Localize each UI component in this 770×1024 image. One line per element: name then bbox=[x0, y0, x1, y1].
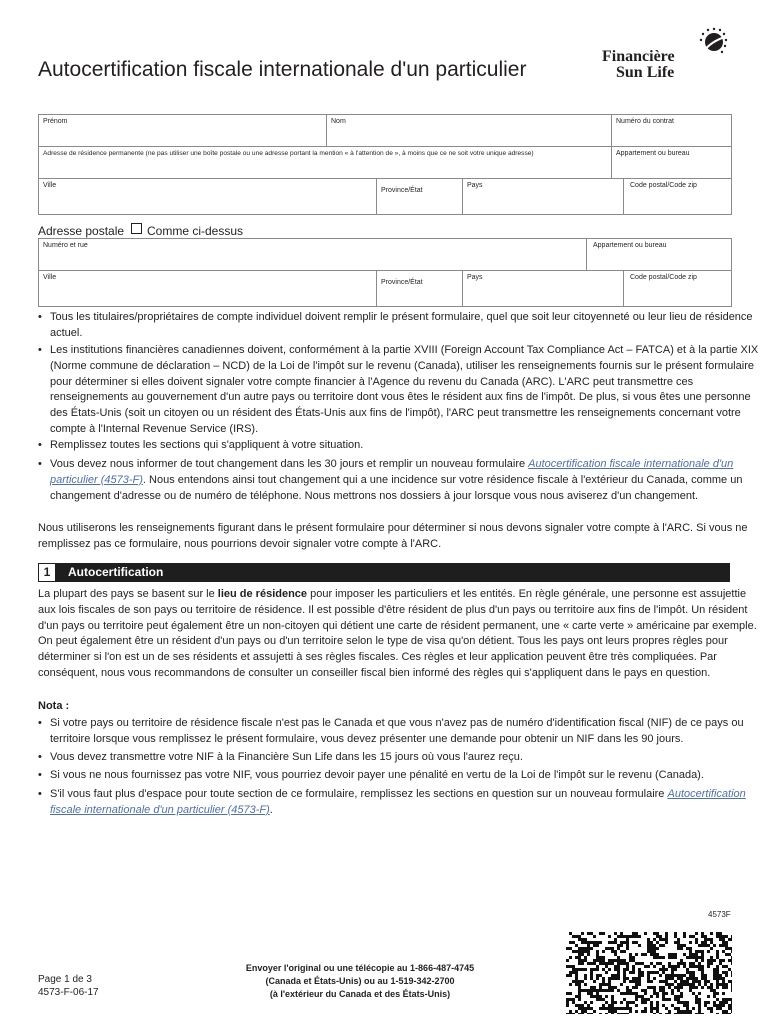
adresse-residence-field[interactable] bbox=[38, 146, 612, 179]
prenom-field[interactable] bbox=[38, 114, 327, 147]
page-info bbox=[38, 973, 99, 999]
section-1-header bbox=[38, 563, 730, 582]
numero-rue-label: Numéro et rue bbox=[43, 242, 88, 249]
ville-label: Ville bbox=[43, 182, 57, 189]
numero-rue-field[interactable] bbox=[38, 238, 587, 271]
logo-line2: Sun Life bbox=[616, 64, 675, 81]
nota-bullet-4: • S'il vous faut plus d'espace pour toute section de ce formulaire, remplissez les sections en question sur un nouveau formulaire Autocertification fiscale internationale d'un particulier (4573-F). bbox=[38, 788, 746, 816]
section-title: Autocertification bbox=[68, 565, 164, 579]
pays-label: Pays bbox=[467, 182, 483, 189]
postal-province-field[interactable] bbox=[376, 270, 463, 307]
form-number: 4573-F-06-17 bbox=[38, 987, 99, 998]
adresse-residence-label: Adresse de résidence permanente (ne pas utiliser une boîte postale ou une adresse portant la mention « à l'attention de », à moins que ce ne soit votre unique adresse) bbox=[43, 150, 534, 157]
send-instructions: Envoyer l'original ou une télécopie au 1-866-487-4745 (Canada et États-Unis) ou au 1-519-342-2700 (à l'extérieur du Canada et des États-Unis) bbox=[245, 963, 475, 999]
logo-line1: Financière bbox=[602, 48, 675, 65]
postal-appartement-label: Appartement ou bureau bbox=[593, 242, 667, 249]
pays-field[interactable] bbox=[462, 178, 624, 215]
page-title: Autocertification fiscale internationale d'un particulier bbox=[38, 58, 527, 81]
adresse-postale-title: Adresse postale bbox=[38, 224, 125, 238]
appartement-label: Appartement ou bureau bbox=[616, 150, 690, 157]
postal-pays-label: Pays bbox=[467, 274, 483, 281]
intro-bullet-2: • Les institutions financières canadiennes doivent, conformément à la partie XVIII (Foreign Account Tax Compliance Act – FATCA) et à la partie XIX (Norme commune de déclaration – NCD) de la Loi de l'impôt sur le revenu (Canada), utiliser les renseignements fournis sur le présent formulaire pour déterminer si elles doivent signaler votre compte financier à l'Agence du revenu du Canada (ARC). L'ARC peut transmettre ces renseignements au gouvernement d'un autre pays ou territoire dont vous êtes le résident aux fins de l'impôt. De plus, si vous êtes une personne des États-Unis (soit un citoyen ou un résident des États-Unis aux fins de l'impôt), l'ARC peut transmettre les renseignements concernant votre compte à l'Internal Revenue Service (IRS). bbox=[38, 344, 759, 435]
nom-label: Nom bbox=[331, 118, 346, 125]
section-number: 1 bbox=[38, 563, 56, 582]
comme-ci-dessus-checkbox[interactable] bbox=[131, 223, 142, 234]
postal-appartement-field[interactable] bbox=[586, 238, 732, 271]
sun-life-logo bbox=[598, 26, 748, 86]
prenom-label: Prénom bbox=[43, 118, 68, 125]
province-field[interactable] bbox=[376, 178, 463, 215]
barcode-image bbox=[566, 932, 732, 1014]
section-1-paragraph: La plupart des pays se basent sur le lieu de résidence pour imposer les particuliers et les entités. En règle générale, une personne est assujettie aux lois fiscales de son pays ou territoire de résidence. Il est possible d'être résident de plus d'un pays ou territoire aux fins de l'impôt. Un résident d'un pays ou territoire peut également être un non-citoyen qui détient une carte de résident permanent, une « carte verte » américaine par exemple. On peut également être un résident d'un pays ou d'un territoire selon le type de visa qu'on détient. Tous les pays ont leurs propres règles pour déterminer si l'on est un de ses résidents et assujetti à ses règles fiscales. Ces règles et leur application peuvent être très compliquées. Par conséquent, nous vous recommandons de consulter un conseiller fiscal bien informé des règles qui s'appliquent dans le pays en question. bbox=[38, 588, 757, 679]
nom-field[interactable] bbox=[326, 114, 612, 147]
postal-ville-label: Ville bbox=[43, 274, 57, 281]
intro-paragraph: Nous utiliserons les renseignements figurant dans le présent formulaire pour déterminer si nous devons signaler votre compte à l'ARC. Si vous ne remplissez pas ce formulaire, nous pourrions devoir signaler votre compte à l'ARC. bbox=[38, 522, 748, 550]
form-code: 4573F bbox=[708, 910, 731, 919]
code-postal-field[interactable] bbox=[623, 178, 732, 215]
postal-province-label: Province/État bbox=[381, 279, 423, 286]
appartement-field[interactable] bbox=[611, 146, 732, 179]
intro-bullet-1: • Tous les titulaires/propriétaires de compte individuel doivent remplir le présent formulaire, quel que soit leur citoyenneté ou leur lieu de résidence actuel. bbox=[38, 311, 753, 339]
postal-pays-field[interactable] bbox=[462, 270, 624, 307]
ville-field[interactable] bbox=[38, 178, 377, 215]
nota-bullet-1: • Si votre pays ou territoire de résidence fiscale n'est pas le Canada et que vous n'avez pas de numéro d'identification fiscal (NIF) de ce pays ou territoire lorsque vous remplissez le présent formulaire, vous devez présenter une demande pour obtenir un NIF dans les 90 jours. bbox=[38, 717, 744, 745]
province-label: Province/État bbox=[381, 187, 423, 194]
nota-bullet-2: • Vous devez transmettre votre NIF à la Financière Sun Life dans les 15 jours où vous l'aurez reçu. bbox=[38, 751, 523, 763]
code-postal-label: Code postal/Code zip bbox=[630, 182, 697, 189]
nota-bullet-3: • Si vous ne nous fournissez pas votre NIF, vous pourriez devoir payer une pénalité en vertu de la Loi de l'impôt sur le revenu (Canada). bbox=[38, 769, 704, 781]
numero-contrat-field[interactable] bbox=[611, 114, 732, 147]
numero-contrat-label: Numéro du contrat bbox=[616, 118, 674, 125]
intro-bullet-3: • Remplissez toutes les sections qui s'appliquent à votre situation. bbox=[38, 439, 364, 451]
postal-ville-field[interactable] bbox=[38, 270, 377, 307]
form-4573f-link-1[interactable]: Autocertification fiscale internationale d'un particulier (4573-F) bbox=[50, 458, 734, 486]
postal-code-postal-field[interactable] bbox=[623, 270, 732, 307]
nota-label: Nota : bbox=[38, 700, 70, 712]
postal-code-postal-label: Code postal/Code zip bbox=[630, 274, 697, 281]
sun-icon bbox=[694, 26, 728, 60]
intro-bullet-4: • Vous devez nous informer de tout changement dans les 30 jours et remplir un nouveau formulaire Autocertification fiscale internationale d'un particulier (4573-F). Nous entendons ainsi tout changement qui a une incidence sur votre résidence fiscale à l'extérieur du Canada, comme un changement d'adresse ou de numéro de téléphone. Nous mettrons nos dossiers à jour lorsque vous nous aviserez d'un changement. bbox=[38, 458, 743, 502]
form-4573f-link-2[interactable]: Autocertification fiscale internationale d'un particulier (4573-F) bbox=[50, 788, 746, 816]
page-number: Page 1 de 3 bbox=[38, 974, 92, 985]
comme-ci-dessus-label: Comme ci-dessus bbox=[147, 224, 244, 238]
